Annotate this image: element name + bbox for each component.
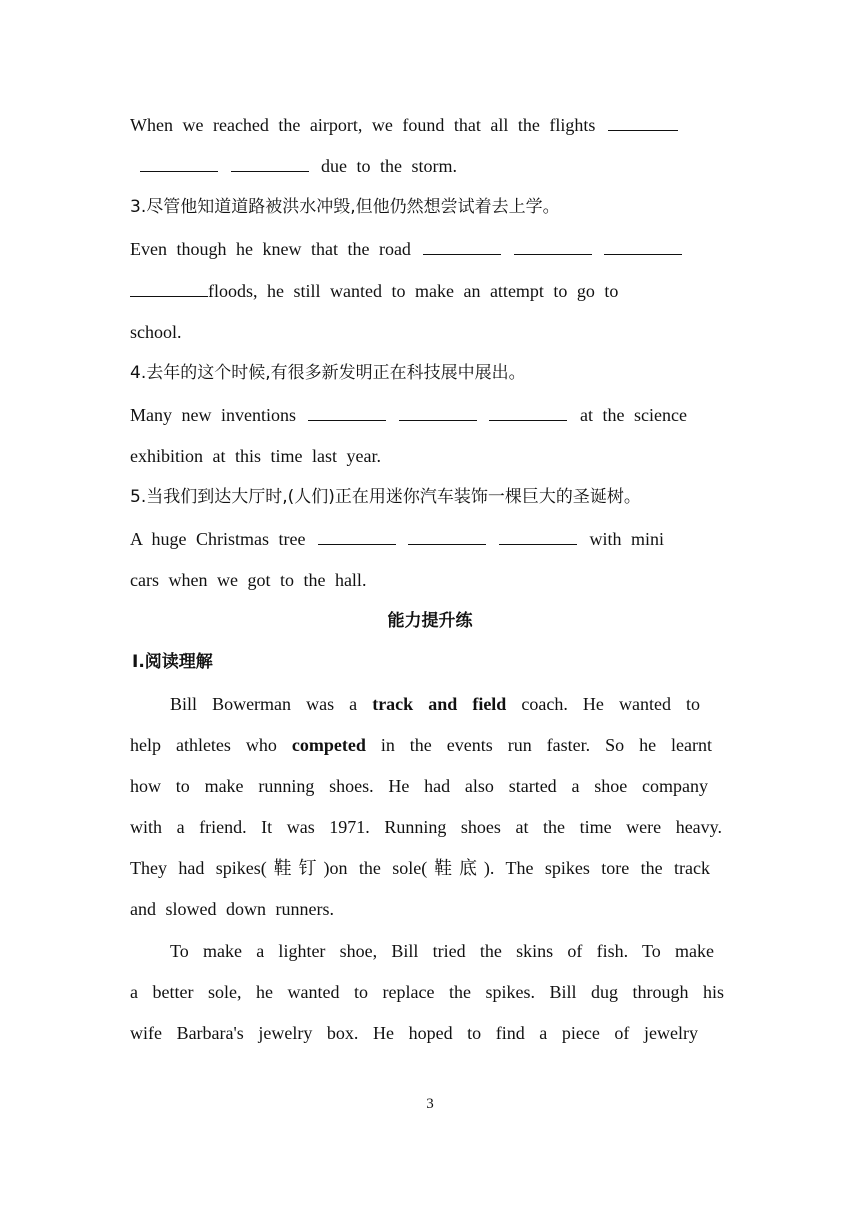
exercise-3-text: Even though he knew that the road [130, 239, 411, 259]
answer-blank[interactable] [489, 406, 567, 421]
exercise-5-text: A huge Christmas tree [130, 529, 306, 549]
exercise-3-line-1 [130, 238, 682, 260]
exercise-5-tail: with mini [589, 529, 664, 549]
passage-bold-term: track and field [372, 694, 507, 714]
passage-p1-line-4: with a friend. It was 1971. Running shoes at the time were heavy. [130, 817, 722, 837]
answer-blank[interactable] [514, 240, 592, 255]
exercise-2-line-1 [130, 114, 678, 136]
exercise-2-line-2 [140, 155, 457, 177]
answer-blank[interactable] [318, 530, 396, 545]
passage-text: help athletes who [130, 735, 277, 755]
exercise-4-line-1 [130, 404, 687, 426]
passage-p1-line-5: They had spikes(鞋钉)on the sole(鞋底). The spikes tore the track [130, 858, 710, 878]
exercise-5-line-1 [130, 528, 664, 550]
passage-text: coach. He wanted to [521, 694, 700, 714]
passage-p2-line-3: wife Barbara's jewelry box. He hoped to find a piece of jewelry [130, 1023, 698, 1043]
passage-p1-line-2 [130, 734, 712, 756]
passage-p1-line-3: how to make running shoes. He had also started a shoe company [130, 776, 708, 796]
exercise-2-text: When we reached the airport, we found that all the flights [130, 115, 596, 135]
passage-p1-line-1 [170, 693, 700, 715]
exercise-4-text: Many new inventions [130, 405, 296, 425]
exercise-5-chinese: 5.当我们到达大厅时,(人们)正在用迷你汽车装饰一棵巨大的圣诞树。 [130, 487, 641, 507]
exercise-5-line-2: cars when we got to the hall. [130, 570, 367, 590]
exercise-3-chinese: 3.尽管他知道道路被洪水冲毁,但他仍然想尝试着去上学。 [130, 197, 560, 217]
passage-p2-line-1: To make a lighter shoe, Bill tried the skins of fish. To make [170, 941, 714, 961]
answer-blank[interactable] [308, 406, 386, 421]
answer-blank[interactable] [408, 530, 486, 545]
exercise-4-chinese: 4.去年的这个时候,有很多新发明正在科技展中展出。 [130, 363, 526, 383]
passage-bold-term: competed [291, 735, 366, 755]
answer-blank[interactable] [499, 530, 577, 545]
passage-p2-line-2: a better sole, he wanted to replace the spikes. Bill dug through his [130, 982, 724, 1002]
answer-blank[interactable] [231, 157, 309, 172]
answer-blank[interactable] [140, 157, 218, 172]
exercise-3-line-2 [130, 280, 618, 302]
answer-blank[interactable] [608, 116, 678, 131]
exercise-3-line-3: school. [130, 322, 182, 342]
answer-blank[interactable] [399, 406, 477, 421]
exercise-2-tail: due to the storm. [321, 156, 457, 176]
passage-text: in the events run faster. So he learnt [380, 735, 713, 755]
section-title: 能力提升练 [387, 611, 473, 631]
subsection-title: Ⅰ.阅读理解 [132, 652, 213, 672]
exercise-3-tail: floods, he still wanted to make an attempt to go to [208, 281, 619, 301]
passage-p1-line-6: and slowed down runners. [130, 899, 334, 919]
answer-blank[interactable] [130, 282, 208, 297]
exercise-4-tail: at the science [579, 405, 687, 425]
page-number: 3 [426, 1096, 434, 1112]
answer-blank[interactable] [604, 240, 682, 255]
passage-text: Bill Bowerman was a [170, 694, 358, 714]
exercise-4-line-2: exhibition at this time last year. [130, 446, 381, 466]
answer-blank[interactable] [423, 240, 501, 255]
